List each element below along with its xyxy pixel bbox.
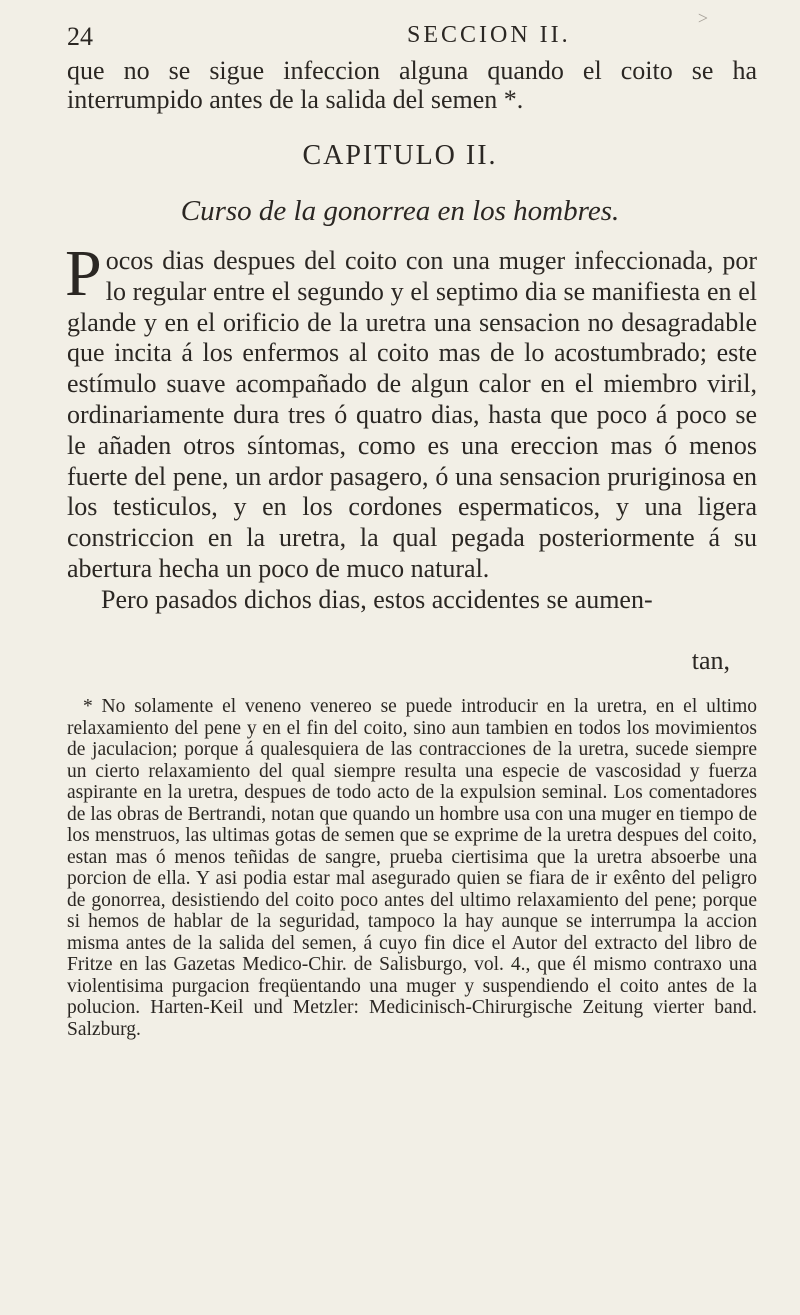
- footnote-text: * No solamente el veneno venereo se puede introducir en la uretra, en el ultimo relaxamiento del pene y en el fin del coito, sino aun tambien en todos los movimientos de jaculacion; porque á qualesquiera de las contracciones de la uretra, sucede siempre un cierto relaxamiento del qual siempre resulta una especie de vascosidad y fuerza aspirante en la uretra, despues de todo acto de la expulsion seminal. Los comentadores de las obras de Bertrandi, notan que quando un hombre usa con una muger en tiempo de los menstruos, las ultimas gotas de semen que se exprime de la uretra despues del coito, estan mas ó menos teñidas de sangre, prueba ciertisima que la uretra absoerbe una porcion de ella. Y asi podia estar mal asegurado quien se fiara de ir exênto del peligro de gonorrea, desistiendo del coito poco antes del ultimo relaxamiento del pene; porque si hemos de hablar de la seguridad, tampoco la hay aunque se interrumpa la accion misma antes de la salida del semen, á cuyo fin dice el Autor del extracto del libro de Fritze en las Gazetas Medico-Chir. de Salisburgo, vol. 4., que él mismo contraxo una violentisima purgacion freqüentando una muger y suspendiendo el coito antes de la polucion. Harten-Keil und Metzler: Medicinisch-Chirurgische Zeitung vierter band. Salzburg.: [67, 696, 757, 1040]
- chapter-title: CAPITULO II.: [302, 140, 498, 171]
- paragraph-1-text: ocos dias despues del coito con una muger infeccionada, por lo regular entre el segundo y el septimo dia se manifiesta en el glande y en el orificio de la uretra una sensacion no desagradable que incita á los enfermos al coito mas de lo acostumbrado; este estímulo suave acompañado de algun calor en el miembro viril, ordinariamente dura tres ó quatro dias, hasta que poco á poco se le añaden otros síntomas, como es una ereccion mas ó menos fuerte del pene, un ardor pasagero, ó una sensacion pruriginosa en los testiculos, y en los cordones espermaticos, y una ligera constriccion en la uretra, la qual pegada posteriormente á su abertura hecha un poco de muco natural.: [67, 246, 757, 583]
- paragraph-2: Pero pasados dichos dias, estos accidentes se aumen-: [101, 584, 653, 614]
- paragraph-1: [65, 237, 757, 585]
- page-number: 24: [67, 22, 93, 51]
- body-text: [65, 237, 757, 616]
- footnote: [67, 696, 757, 1040]
- margin-mark: >: [697, 8, 708, 28]
- drop-cap: P: [65, 237, 102, 310]
- catchword: tan,: [691, 646, 730, 675]
- chapter-subtitle: Curso de la gonorrea en los hombres.: [180, 195, 620, 227]
- continued-paragraph: que no se sigue infeccion alguna quando el coito se ha interrumpido antes de la salida del semen *.: [67, 56, 757, 114]
- running-head: SECCION II.: [407, 22, 571, 48]
- page-header: [67, 8, 710, 54]
